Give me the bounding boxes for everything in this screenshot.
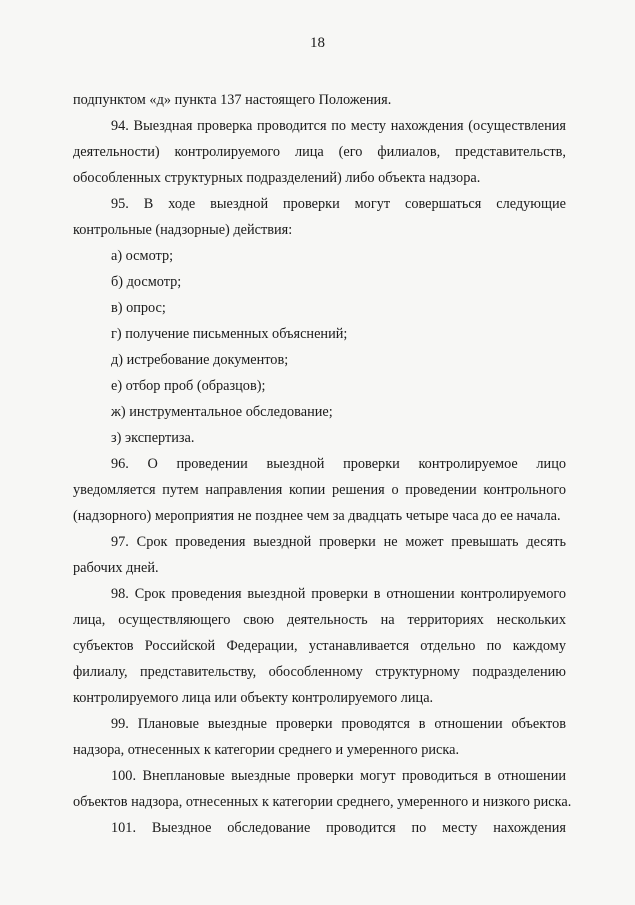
text-line: ж) инструментальное обследование;	[111, 404, 333, 420]
text-line: 101. Выездное обследование проводится по месту нахождения	[111, 820, 566, 836]
text-line: 96. О проведении выездной проверки контролируемое лицо	[111, 456, 566, 472]
text-line: 99. Плановые выездные проверки проводятся в отношении объектов	[111, 716, 566, 732]
text-line: обособленных структурных подразделений) либо объекта надзора.	[73, 170, 481, 186]
text-line: а) осмотр;	[111, 248, 174, 264]
text-line: 100. Внеплановые выездные проверки могут проводиться в отношении	[111, 768, 566, 784]
text-line: з) экспертиза.	[111, 430, 195, 446]
text-line: деятельности) контролируемого лица (его филиалов, представительств,	[73, 144, 566, 160]
page-number: 18	[310, 35, 325, 51]
text-line: (надзорного) мероприятия не позднее чем за двадцать четыре часа до ее начала.	[73, 508, 561, 524]
text-line: филиалу, представительству, обособленному структурному подразделению	[73, 664, 566, 680]
document-body	[73, 87, 572, 841]
text-line: рабочих дней.	[73, 560, 159, 576]
text-line: лица, осуществляющего свою деятельность на территориях нескольких	[73, 612, 566, 628]
text-line: б) досмотр;	[111, 274, 182, 290]
text-line: контролируемого лица или объекту контролируемого лица.	[73, 690, 434, 706]
text-line: объектов надзора, отнесенных к категории среднего, умеренного и низкого риска.	[73, 794, 572, 810]
text-line: д) истребование документов;	[111, 352, 289, 368]
text-line: подпунктом «д» пункта 137 настоящего Положения.	[73, 92, 392, 108]
text-line: 95. В ходе выездной проверки могут совершаться следующие	[111, 196, 566, 212]
text-line: в) опрос;	[111, 300, 166, 316]
text-line: 97. Срок проведения выездной проверки не может превышать десять	[111, 534, 566, 550]
text-line: субъектов Российской Федерации, устанавливается отдельно по каждому	[73, 638, 566, 654]
text-line: уведомляется путем направления копии решения о проведении контрольного	[73, 482, 566, 498]
text-line: е) отбор проб (образцов);	[111, 378, 266, 394]
text-line: г) получение письменных объяснений;	[111, 326, 348, 342]
text-line: надзора, отнесенных к категории среднего и умеренного риска.	[73, 742, 460, 758]
text-line: 94. Выездная проверка проводится по месту нахождения (осуществления	[111, 118, 566, 134]
text-line: контрольные (надзорные) действия:	[73, 222, 293, 238]
text-line: 98. Срок проведения выездной проверки в отношении контролируемого	[111, 586, 566, 602]
